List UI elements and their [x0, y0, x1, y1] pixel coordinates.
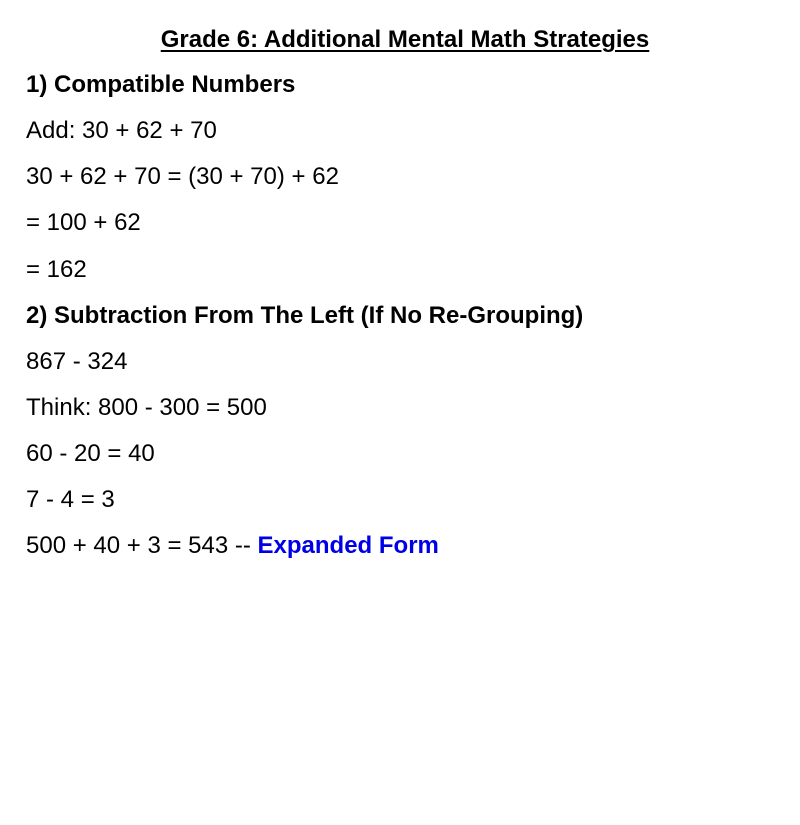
section-2-heading: 2) Subtraction From The Left (If No Re-Grouping) [26, 302, 584, 329]
section-1-line: = 162 [26, 256, 87, 283]
section-2-line: Think: 800 - 300 = 500 [26, 394, 267, 421]
section-2-line: 867 - 324 [26, 348, 128, 375]
section-1-line: = 100 + 62 [26, 209, 141, 236]
final-line-text: 500 + 40 + 3 = 543 -- [26, 532, 258, 559]
expanded-form-label: Expanded Form [257, 532, 439, 559]
section-1-line: Add: 30 + 62 + 70 [26, 117, 217, 144]
section-2-final-line [26, 530, 439, 562]
section-2-line: 7 - 4 = 3 [26, 486, 115, 513]
page-title: Grade 6: Additional Mental Math Strategies [160, 26, 650, 53]
section-2-line: 60 - 20 = 40 [26, 440, 155, 467]
section-1-line: 30 + 62 + 70 = (30 + 70) + 62 [26, 163, 339, 190]
section-1-heading: 1) Compatible Numbers [26, 71, 296, 98]
